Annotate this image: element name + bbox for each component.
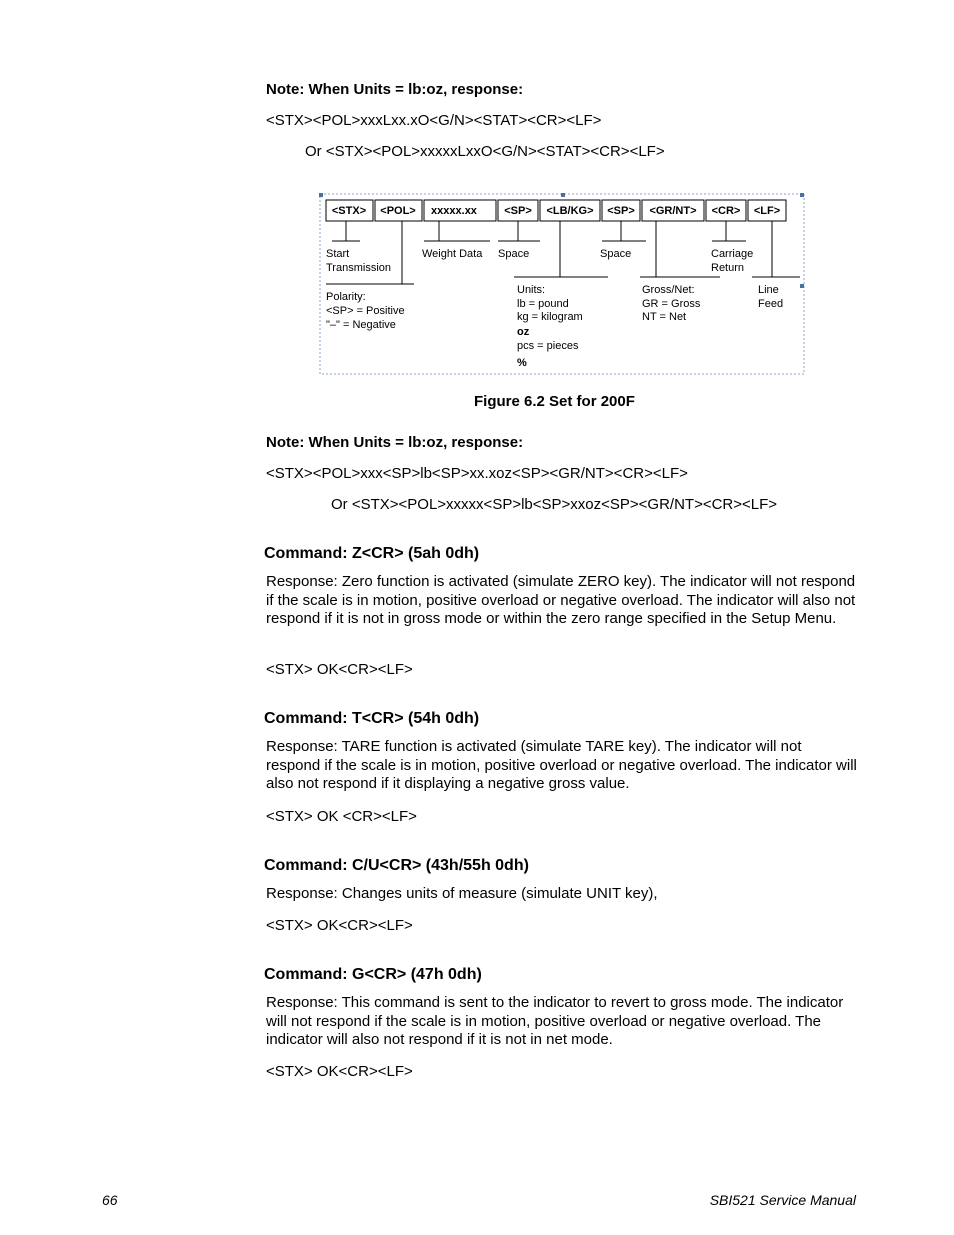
label-units-title: Units: bbox=[517, 284, 546, 296]
label-units-kilogram: kg = kilogram bbox=[517, 311, 583, 323]
label-units-percent: % bbox=[517, 357, 527, 369]
label-weight-data: Weight Data bbox=[422, 248, 483, 260]
format-diagram bbox=[318, 192, 808, 378]
response-format-alt-line: Or <STX><POL>xxxxxLxxO<G/N><STAT><CR><LF> bbox=[305, 143, 665, 160]
label-space-1: Space bbox=[498, 248, 530, 260]
label-grossnet-gross: GR = Gross bbox=[642, 298, 701, 310]
label-polarity-negative: "–" = Negative bbox=[326, 319, 396, 331]
response-format-line: <STX><POL>xxxLxx.xO<G/N><STAT><CR><LF> bbox=[266, 112, 602, 129]
label-polarity-title: Polarity: bbox=[326, 291, 366, 303]
command-reply-units: <STX> OK<CR><LF> bbox=[266, 917, 413, 934]
note-label: Note: When Units = lb:oz, response: bbox=[266, 81, 524, 98]
label-feed: Feed bbox=[758, 298, 784, 310]
label-units-pound: lb = pound bbox=[517, 298, 569, 310]
page-number: 66 bbox=[102, 1192, 118, 1208]
label-units-pieces: pcs = pieces bbox=[517, 340, 579, 352]
box-sp2: <SP> bbox=[607, 205, 635, 217]
label-units-oz: oz bbox=[517, 326, 530, 338]
label-grossnet-title: Gross/Net: bbox=[642, 284, 695, 296]
box-lbkg: <LB/KG> bbox=[546, 205, 594, 217]
command-heading-gross: Command: G<CR> (47h 0dh) bbox=[264, 966, 482, 983]
label-start: Start bbox=[326, 248, 350, 260]
command-reply-gross: <STX> OK<CR><LF> bbox=[266, 1063, 413, 1080]
command-response-zero: Response: Zero function is activated (simulate ZERO key). The indicator will not respond if the scale is in motion, positive overload or negative overload. The indicator will also not respond if it is not in gross mode or within the zero range specified in the Setup Menu. bbox=[266, 573, 856, 628]
command-reply-zero: <STX> OK<CR><LF> bbox=[266, 661, 413, 678]
label-grossnet-net: NT = Net bbox=[642, 311, 687, 323]
command-heading-units: Command: C/U<CR> (43h/55h 0dh) bbox=[264, 857, 529, 874]
command-heading-tare: Command: T<CR> (54h 0dh) bbox=[264, 710, 480, 727]
box-grnt: <GR/NT> bbox=[649, 205, 697, 217]
box-cr: <CR> bbox=[711, 205, 741, 217]
command-response-gross: Response: This command is sent to the indicator to revert to gross mode. The indicator will not respond if the scale is in motion, positive overload or negative overload. The indicator will also not respond if it is not in net mode. bbox=[266, 994, 844, 1049]
command-reply-tare: <STX> OK <CR><LF> bbox=[266, 808, 417, 825]
response-format-alt-line-2: Or <STX><POL>xxxxx<SP>lb<SP>xxoz<SP><GR/NT><CR><LF> bbox=[331, 496, 778, 513]
manual-title: SBI521 Service Manual bbox=[709, 1192, 856, 1208]
figure-caption: Figure 6.2 Set for 200F bbox=[474, 393, 635, 410]
box-sp1: <SP> bbox=[504, 205, 532, 217]
label-space-2: Space bbox=[600, 248, 632, 260]
label-carriage: Carriage bbox=[711, 248, 754, 260]
note-label-2: Note: When Units = lb:oz, response: bbox=[266, 434, 524, 451]
box-stx: <STX> bbox=[331, 205, 367, 217]
box-lf: <LF> bbox=[753, 205, 781, 217]
label-line: Line bbox=[758, 284, 779, 296]
response-format-line-2: <STX><POL>xxx<SP>lb<SP>xx.xoz<SP><GR/NT><CR><LF> bbox=[266, 465, 688, 482]
box-weight: xxxxx.xx bbox=[431, 205, 477, 217]
command-response-tare: Response: TARE function is activated (simulate TARE key). The indicator will not respond if the scale is in motion, positive overload or negative overload. The indicator will also not respond if it displaying a negative gross value. bbox=[266, 738, 857, 793]
label-polarity-positive: <SP> = Positive bbox=[326, 305, 405, 317]
command-heading-zero: Command: Z<CR> (5ah 0dh) bbox=[264, 545, 480, 562]
box-pol: <POL> bbox=[380, 205, 416, 217]
command-response-units: Response: Changes units of measure (simulate UNIT key), bbox=[266, 885, 658, 902]
label-transmission: Transmission bbox=[326, 262, 391, 274]
label-return: Return bbox=[711, 262, 745, 274]
